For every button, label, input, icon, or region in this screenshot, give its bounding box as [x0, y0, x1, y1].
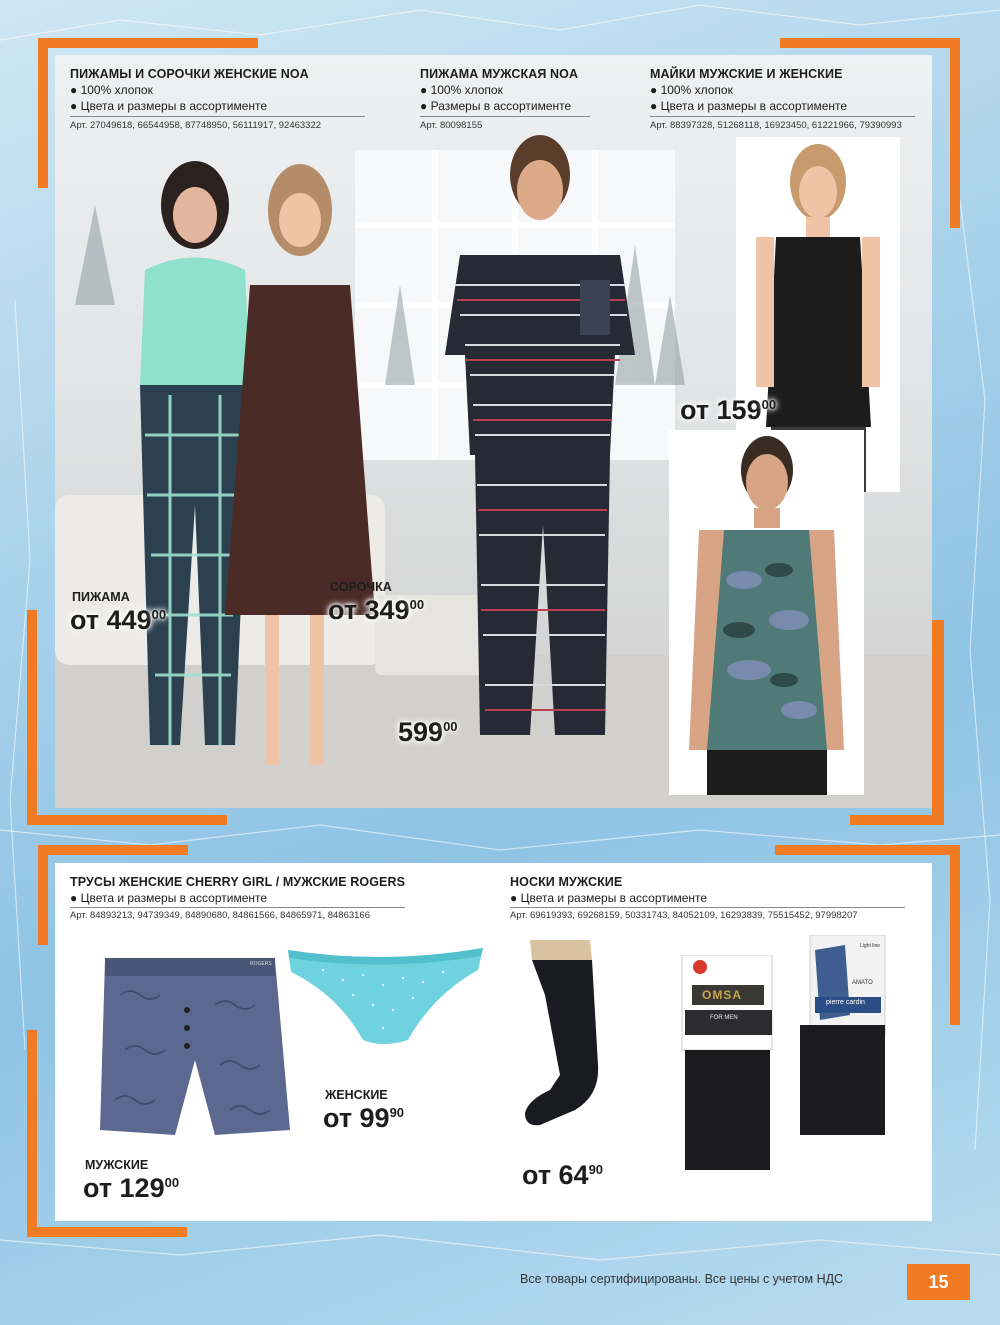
mens-pajama-price-main: 599 — [398, 717, 444, 747]
tank-tops-bullet-2: ● Цвета и размеры в ассортименте — [650, 99, 848, 113]
mens-pajama-price — [398, 717, 458, 748]
boxer-briefs-image — [95, 950, 295, 1140]
pierre-cardin-tag: Light line — [860, 943, 881, 949]
frame-top-right-low-v — [932, 620, 944, 825]
womens-pajamas-rule — [70, 116, 365, 117]
tank-tops-title: МАЙКИ МУЖСКИЕ И ЖЕНСКИЕ — [650, 67, 843, 81]
womens-underwear-price-cents: 90 — [389, 1105, 405, 1120]
tank-tops-price-cents: 00 — [761, 397, 777, 412]
pajama-label: ПИЖАМА — [72, 590, 130, 604]
underwear-title: ТРУСЫ ЖЕНСКИЕ CHERRY GIRL / МУЖСКИЕ ROGERS — [70, 875, 406, 889]
mens-underwear-price — [83, 1173, 179, 1204]
mens-underwear-label: МУЖСКИЕ — [85, 1158, 149, 1172]
frame-bottom-left-low-h — [27, 1227, 187, 1237]
boxer-brand-label: ROGERS — [250, 961, 272, 967]
womens-pajamas-title: ПИЖАМЫ И СОРОЧКИ ЖЕНСКИЕ NOA — [70, 67, 309, 81]
frame-bottom-left-v — [38, 845, 48, 945]
mens-pajama-rule — [420, 116, 590, 117]
mens-underwear-price-main: от 129 — [83, 1173, 165, 1203]
socks-art: Арт. 69619393, 69268159, 50331743, 84052109, 16293839, 75515452, 97998207 — [510, 910, 858, 921]
womens-pajamas-art: Арт. 27049618, 66544958, 87748950, 56111917, 92463322 — [70, 120, 322, 131]
socks-rule — [510, 907, 905, 908]
mens-pajama-title: ПИЖАМА МУЖСКАЯ NOA — [420, 67, 579, 81]
pierre-cardin-name: AMATO — [852, 980, 873, 986]
underwear-rule — [70, 907, 405, 908]
men-tank-photo — [669, 430, 864, 795]
tank-tops-rule — [650, 116, 915, 117]
tank-tops-bullet-1: ● 100% хлопок — [650, 83, 733, 97]
frame-top-left-v — [38, 38, 48, 188]
page-number: 15 — [907, 1264, 970, 1300]
mens-pajama-art: Арт. 80098155 — [420, 120, 483, 131]
mens-pajama-bullet-2: ● Размеры в ассортименте — [420, 99, 572, 113]
frame-top-right-v — [950, 38, 960, 228]
underwear-bullet-1: ● Цвета и размеры в ассортименте — [70, 891, 268, 905]
nightgown-price — [328, 595, 424, 626]
tank-tops-art: Арт. 88397328, 51268118, 16923450, 61221966, 79390993 — [650, 120, 902, 131]
frame-top-left-low-v — [27, 610, 37, 825]
womens-underwear-price-main: от 99 — [323, 1103, 390, 1133]
frame-bottom-left-low-v — [27, 1030, 37, 1235]
omsa-sub: FOR MEN — [710, 1015, 738, 1021]
certification-note: Все товары сертифицированы. Все цены с учетом НДС — [520, 1272, 844, 1286]
mens-underwear-price-cents: 00 — [164, 1175, 180, 1190]
pajama-price — [70, 605, 166, 636]
womens-underwear-label: ЖЕНСКИЕ — [325, 1088, 388, 1102]
omsa-brand: OMSA — [702, 988, 742, 1002]
pierre-cardin-brand: pierre cardin — [826, 999, 865, 1006]
frame-top-right-low-h — [850, 815, 944, 825]
mens-pajama-bullet-1: ● 100% хлопок — [420, 83, 503, 97]
frame-bottom-left-h — [38, 845, 188, 855]
mens-pajama-price-cents: 00 — [443, 719, 458, 734]
pajama-price-cents: 00 — [151, 607, 167, 622]
frame-top-left-h — [38, 38, 258, 48]
womens-underwear-price — [323, 1103, 404, 1134]
frame-bottom-right-v — [950, 845, 960, 1025]
frame-top-right-h — [780, 38, 960, 48]
socks-title: НОСКИ МУЖСКИЕ — [510, 875, 623, 889]
frame-top-bottom-h — [27, 815, 227, 825]
nightgown-label: СОРОЧКА — [330, 580, 392, 594]
socks-bullet-1: ● Цвета и размеры в ассортименте — [510, 891, 708, 905]
pajama-price-main: от 449 — [70, 605, 152, 635]
womens-briefs-image — [283, 940, 488, 1050]
pierre-cardin-pack-image — [790, 935, 890, 1140]
nightgown-price-main: от 349 — [328, 595, 410, 625]
nightgown-price-cents: 00 — [409, 597, 425, 612]
man-tank-figure — [669, 430, 864, 795]
frame-bottom-right-h — [775, 845, 960, 855]
tank-tops-price-main: от 159 — [680, 395, 762, 425]
tank-tops-price — [680, 395, 776, 426]
pajamas-panel — [55, 55, 932, 808]
womens-pajamas-bullet-1: ● 100% хлопок — [70, 83, 153, 97]
underwear-art: Арт. 84893213, 94739349, 84890680, 84861566, 84865971, 84863166 — [70, 910, 370, 921]
omsa-sock-pack — [680, 955, 775, 1175]
sock-image — [520, 935, 620, 1135]
socks-price — [522, 1160, 603, 1191]
socks-price-cents: 90 — [588, 1162, 604, 1177]
womens-pajamas-bullet-2: ● Цвета и размеры в ассортименте — [70, 99, 268, 113]
socks-price-main: от 64 — [522, 1160, 589, 1190]
pierre-cardin-sock-pack — [790, 935, 890, 1140]
